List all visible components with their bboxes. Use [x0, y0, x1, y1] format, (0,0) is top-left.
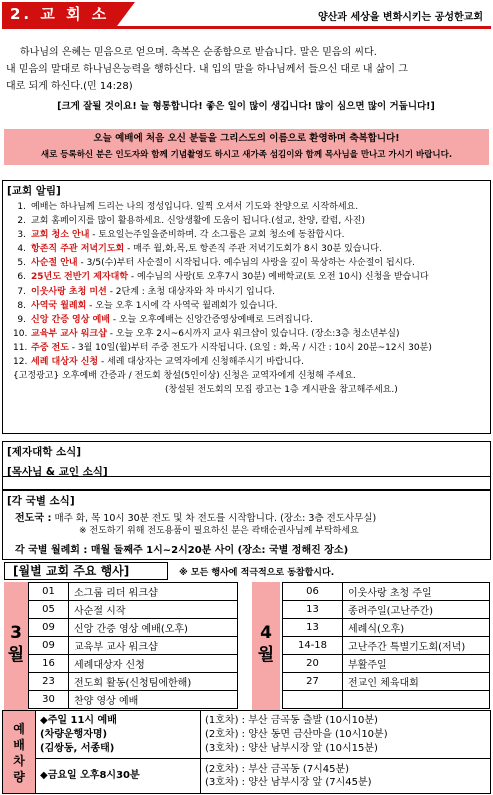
announcement-number: 1. [17, 202, 26, 212]
announcement-number: 5. [17, 258, 26, 269]
bus-routes [201, 711, 490, 793]
schedule-row [283, 619, 490, 637]
announcement-highlight: 교육부 교사 워크샵 [31, 328, 107, 339]
schedule-day: 13 [283, 601, 343, 619]
schedule-event: 신앙 간증 영상 예배(오후) [69, 619, 238, 637]
announcement-highlight: 이웃사랑 초청 미션 [31, 286, 107, 297]
sunday-service-info [36, 711, 200, 759]
bus-label: 예 배 차 량 [3, 711, 35, 793]
announcement-highlight: 주중 전도 [31, 342, 69, 353]
worship-bus-box [2, 710, 491, 794]
announcement-number: 7. [17, 286, 26, 297]
schedule-row [283, 691, 490, 709]
church-slogan: 양산과 세상을 변화시키는 공성한교회 [317, 12, 483, 23]
announcement-number: 12. [13, 357, 28, 368]
announcement-text: - 오늘 오후 1시에 각 사역국 월례회가 있습니다. [86, 300, 278, 311]
schedule-day: 27 [283, 673, 343, 691]
schedule-row [283, 637, 490, 655]
schedule-day: 09 [29, 637, 69, 655]
schedule-day: 20 [283, 655, 343, 673]
schedule-header [4, 562, 491, 580]
announcement-text: - 세례 대상자는 교역자에게 신청해주시기 바랍니다. [98, 357, 304, 368]
announcement-item [13, 355, 490, 369]
announcement-item [13, 200, 490, 214]
announcements-title: [교회 알림] [7, 185, 61, 197]
announcement-number: 10. [13, 328, 28, 339]
announcement-number: 6. [17, 272, 26, 283]
april-schedule-table [282, 582, 490, 709]
pastor-box [2, 458, 491, 490]
announcement-item [13, 285, 490, 299]
monthly-meeting: 각 국별 월례회 : 매월 둘째주 1시~2시20분 사이 (장소: 국별 정해진 장소) [15, 545, 349, 556]
schedule-event: 찬양 영상 예배 [69, 691, 238, 709]
announcement-highlight: 항존직 주관 저녁기도회 [31, 244, 125, 255]
announcement-list [3, 200, 490, 369]
schedule-day: 05 [29, 601, 69, 619]
announcement-text: - 오늘 오후 2시~6시까지 교사 워크샵이 있습니다. (장소:3층 청소년부실) [106, 328, 400, 339]
announcement-text: - 3/5(수)부터 사순절이 시작됩니다. 예수님의 사랑을 깊이 묵상하는 사순절이 됩시다. [77, 258, 415, 269]
announcement-text: - 예수님의 사랑(토 오후7시 30분) 예배학교(토 오전 10시) 신청을 받습니다 [128, 272, 429, 283]
announcement-item [13, 214, 490, 228]
welcome-line-2: 새로 등록하신 분은 인도자와 함께 기념촬영도 하시고 새가족 섬김이와 함께 목사님을 만나고 가시기 바랍니다. [40, 150, 453, 160]
announcement-text: - 3월 10일(월)부터 주중 전도가 시작됩니다. (요일 : 화,목 / 시간 : 10시 20분~12시 30분) [68, 342, 432, 353]
section-title: 2. 교 회 소 식 [2, 2, 117, 26]
schedule-event: 종려주일(고난주간) [343, 601, 490, 619]
schedule-event [343, 691, 490, 709]
schedule-day: 06 [283, 583, 343, 601]
bible-message [6, 44, 486, 115]
announcement-text: - 매주 월,화,목,토 항존직 주관 저녁기도회가 8시 30분 있습니다. [124, 244, 382, 255]
bus-route: (3호차) : 양산 남부시장 앞 (10시15분) [205, 743, 378, 754]
bus-services [35, 711, 201, 793]
schedule-row [29, 619, 238, 637]
sunday-service-title: ◆주일 11시 예배 [40, 715, 117, 726]
announcement-item [13, 299, 490, 313]
schedule-row [29, 673, 238, 691]
friday-service-title: ◆금요일 오후8시30분 [40, 770, 140, 781]
announcement-text: - 2단계 : 초청 대상자와 차 마시기 입니다. [106, 286, 275, 297]
sunday-drivers-label: (차량운행자명) [40, 729, 108, 740]
schedule-event: 세례대상자 신청 [69, 655, 238, 673]
schedule-event: 전교인 체육대회 [343, 673, 490, 691]
announcement-number: 8. [17, 300, 26, 311]
announcement-item [13, 228, 490, 242]
schedule-row [29, 601, 238, 619]
welcome-line-1: 오늘 예배에 처음 오신 분들을 그리스도의 이름으로 환영하며 축복합니다! [93, 133, 400, 144]
bus-route: (3호차) : 양산 남부시장 앞 (7시45분) [205, 777, 372, 788]
schedule-event: 부활주일 [343, 655, 490, 673]
march-schedule-table [28, 582, 238, 709]
schedule-event: 이웃사랑 초청 주일 [343, 583, 490, 601]
schedule-row [283, 583, 490, 601]
schedule-row [29, 583, 238, 601]
announcement-number: 11. [13, 342, 28, 353]
announcement-text: - 오늘 오후예배는 신앙간증영상예배로 드려집니다. [109, 314, 313, 325]
april-label: 4 월 [252, 582, 280, 710]
announcement-item [13, 270, 490, 284]
evangelism-label: 전도국 : [15, 513, 52, 524]
announcements-box [2, 180, 491, 434]
title-slant-decoration [117, 2, 135, 26]
pastor-title: [목사님 & 교인 소식] [7, 466, 108, 478]
evangelism-row [3, 512, 490, 525]
schedule-event: 사순절 시작 [69, 601, 238, 619]
evangelism-text: 매주 화, 목 10시 30분 전도 및 차 전도를 시작합니다. (장소: 3층 전도사무실) [54, 513, 377, 524]
schedule-day: 09 [29, 619, 69, 637]
bible-line-1: 하나님의 은혜는 믿음으로 얻으며. 축복은 순종함으로 받습니다. 말은 믿음의 씨다. [20, 47, 377, 58]
disciple-title: [제자대학 소식] [7, 446, 82, 458]
announcement-highlight: 교회 청소 안내 [31, 230, 90, 241]
bible-line-3: 대로 되게 하신다.(민 14:28) [6, 81, 133, 92]
schedule-day: 01 [29, 583, 69, 601]
schedule-event: 전도회 활동(신청팀에한해) [69, 673, 238, 691]
announcement-highlight: 사역국 월례회 [31, 300, 87, 311]
bus-route: (2호차) : 부산 금곡동 (7시45분) [205, 764, 350, 775]
schedule-row [283, 655, 490, 673]
section-header [2, 2, 491, 47]
bible-quote: [크게 잘될 것이요! 늘 형통합니다! 좋은 일이 많이 생깁니다! 많이 심으면 많이 거둡니다!] [57, 101, 435, 112]
schedule-day: 13 [283, 619, 343, 637]
announcement-number: 2. [17, 216, 26, 227]
welcome-banner [4, 129, 489, 165]
schedule-note: ※ 모든 행사에 적극적으로 동참합시다. [179, 568, 335, 578]
evangelism-note: ※ 전도하기 위해 전도용품이 필요하신 분은 곽태순권사님께 부탁하세요 [79, 526, 359, 536]
announcement-number: 3. [17, 230, 26, 241]
schedule-day: 23 [29, 673, 69, 691]
announcement-highlight: 세례 대상자 신청 [31, 357, 99, 368]
schedule-row [29, 691, 238, 709]
bus-route: (1호차) : 부산 금곡동 출발 (10시10분) [205, 715, 378, 726]
schedule-day: 16 [29, 655, 69, 673]
schedule-event: 교육부 교사 워크샵 [69, 637, 238, 655]
announcement-highlight: 25년도 전반기 제자대학 [31, 272, 129, 283]
fixed-ad-line-1: {고정광고} 오후예배 간증과 / 전도회 창설(5인이상) 신청은 교역자에게 신청해 주세요. [13, 371, 356, 382]
fixed-ad-line-2: (창설된 전도회의 모집 광고는 1층 게시판을 참고해주세요.) [165, 385, 398, 396]
announcement-number: 4. [17, 244, 26, 255]
announcement-item [13, 327, 490, 341]
announcement-number: 9. [17, 314, 26, 325]
region-box [2, 490, 491, 560]
schedule-row [29, 637, 238, 655]
fixed-ad [3, 369, 490, 397]
schedule-event: 세례식(오후) [343, 619, 490, 637]
region-title: [각 국별 소식] [7, 495, 75, 507]
announcement-item [13, 313, 490, 327]
schedule-title: [월별 교회 주요 행사] [4, 562, 168, 580]
schedule-event: 고난주간 특별기도회(저녁) [343, 637, 490, 655]
schedule-row [283, 601, 490, 619]
friday-routes [201, 759, 490, 793]
march-label: 3 월 [4, 582, 28, 710]
schedule-row [29, 655, 238, 673]
announcement-text: 예배는 하나님께 드리는 나의 정성입니다. 일찍 오셔서 기도와 찬양으로 시작하세요. [31, 202, 359, 212]
bus-route: (2호차) : 양산 동면 금산마을 (10시10분) [205, 729, 388, 740]
announcement-text: 교회 홈페이지를 많이 활용하세요. 신앙생활에 도움이 됩니다.(설교, 찬양, 칼럼, 사진) [31, 216, 365, 227]
schedule-row [283, 673, 490, 691]
announcement-highlight: 사순절 안내 [31, 258, 78, 269]
sunday-drivers: (김쌍동, 서종태) [40, 743, 115, 754]
announcement-text: - 토요일는주일을준비하며. 각 소그룹은 교회 청소에 동참합시다. [89, 230, 345, 241]
announcement-highlight: 신앙 간증 영상 예배 [31, 314, 110, 325]
schedule-day: 14-18 [283, 637, 343, 655]
bible-line-2: 내 믿음의 말대로 하나님은능력을 행하신다. 내 입의 말을 하나님께서 들으신 대로 내 삶이 그 [6, 64, 408, 75]
announcement-item [13, 341, 490, 355]
schedule-day [283, 691, 343, 709]
header-underline [2, 26, 491, 29]
announcement-item [13, 256, 490, 270]
announcement-item [13, 242, 490, 256]
schedule-day: 30 [29, 691, 69, 709]
schedule-event: 소그룹 리더 워크샵 [69, 583, 238, 601]
sunday-routes [201, 711, 490, 759]
